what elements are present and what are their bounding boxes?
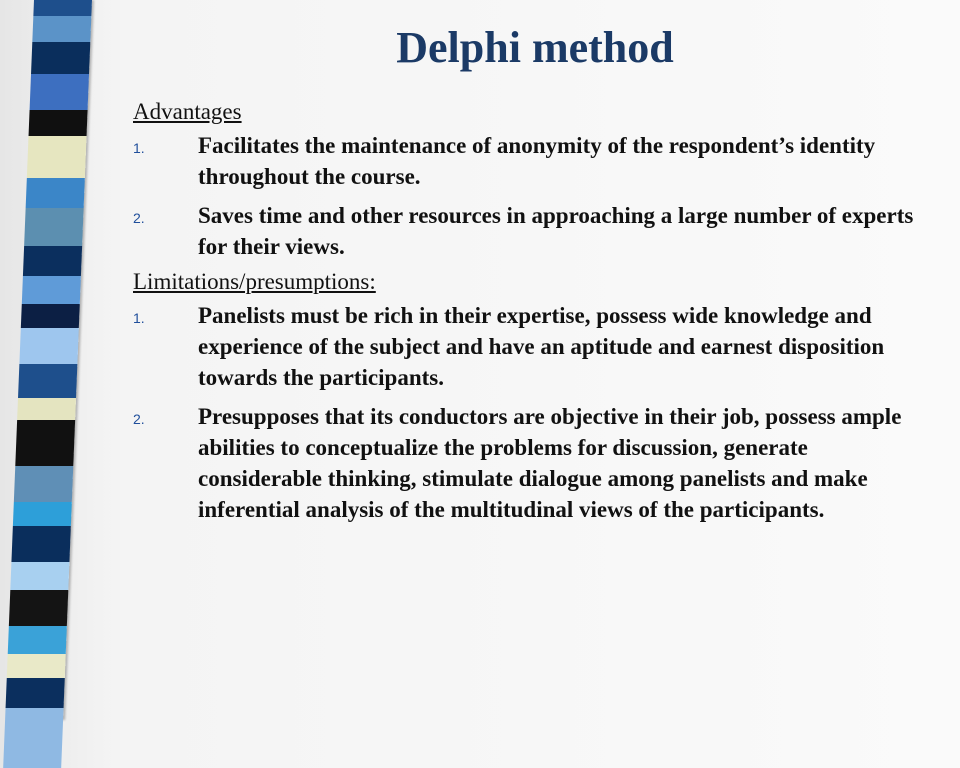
slide-content (133, 96, 933, 525)
list-item (133, 130, 933, 192)
stripe-block (30, 74, 89, 110)
stripe-block (24, 208, 84, 246)
stripe-block (3, 708, 63, 768)
stripe-block (32, 16, 91, 42)
list-item-text: Panelists must be rich in their expertise, possess wide knowledge and experience of the subject and have an aptitude and earnest disposition towards the participants. (198, 303, 885, 390)
list-item (133, 300, 933, 393)
stripe-block (15, 420, 75, 466)
stripe-block (9, 590, 68, 626)
stripe-block (8, 626, 67, 654)
stripe-block (14, 466, 73, 502)
stripe-block (19, 328, 78, 364)
list-item-text: Facilitates the maintenance of anonymity of the respondent’s identity throughout the course. (198, 133, 876, 189)
stripe-block (6, 678, 65, 708)
decorative-color-stripe (5, 0, 92, 720)
list-number: 2. (133, 411, 145, 427)
list-number: 1. (133, 140, 145, 156)
list-number: 2. (133, 210, 145, 226)
list-item (133, 200, 933, 262)
stripe-block (21, 304, 80, 328)
list-number: 1. (133, 310, 145, 326)
list-item (133, 401, 933, 525)
list-item-text: Presupposes that its conductors are objective in their job, possess ample abilities to conceptualize the problems for discussion, generate considerable thinking, stimulate dialogue among panelists and make inferential analysis of the multitudinal views of the participants. (198, 404, 902, 522)
section-heading-advantages: Advantages (133, 99, 242, 124)
stripe-block (22, 276, 81, 304)
stripe-block (29, 110, 88, 136)
stripe-block (10, 562, 69, 590)
list-item-text: Saves time and other resources in approaching a large number of experts for their views. (198, 203, 914, 259)
stripe-block (23, 246, 82, 276)
stripe-block (11, 526, 70, 562)
stripe-block (18, 364, 77, 398)
stripe-block (33, 0, 92, 16)
stripe-block (17, 398, 76, 420)
section-heading-limitations: Limitations/presumptions: (133, 269, 376, 294)
stripe-block (27, 136, 87, 178)
slide-title: Delphi method (396, 23, 674, 72)
stripe-block (13, 502, 72, 526)
stripe-block (7, 654, 66, 678)
stripe-block (26, 178, 85, 208)
stripe-block (31, 42, 90, 74)
